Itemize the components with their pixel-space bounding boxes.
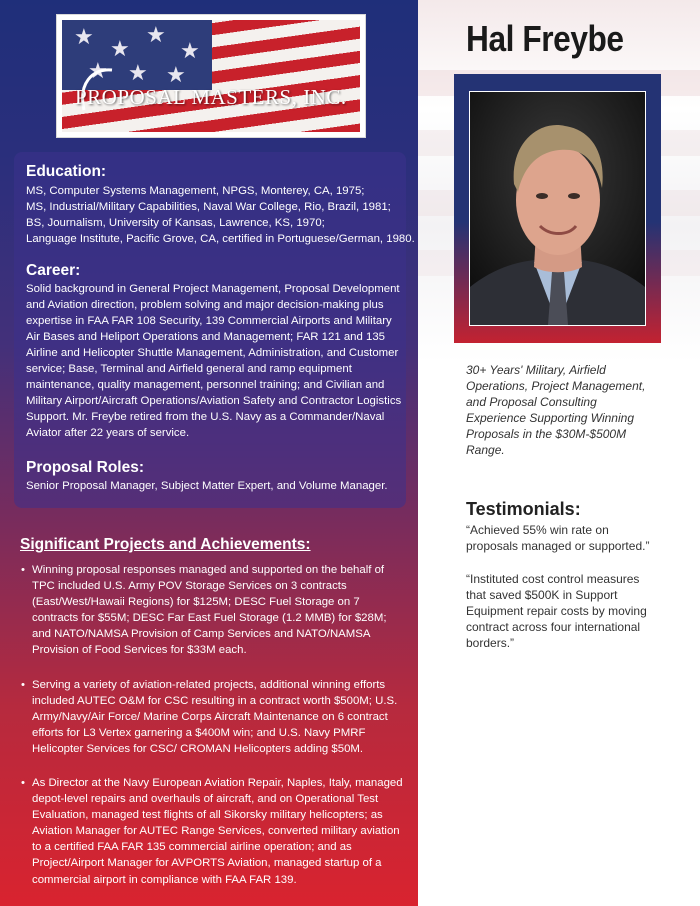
career-heading: Career:: [26, 262, 81, 279]
bullet-dot: •: [21, 564, 25, 576]
roles-text: Senior Proposal Manager, Subject Matter Expert, and Volume Manager.: [26, 480, 388, 492]
career-text: Solid background in General Project Management, Proposal Development and Aviation direction, problem solving and major decision-making plus expertise in FAA FAR 108 Security, 139 Commercial Airports and Military Air Bases and Heliport Operations and Management; FAR 121 and 135 Airline and Helicopter Shuttle Management, Administration, and Customer service; Base, Terminal and Airfield general and ramp equipment maintenance, quality management, personnel training; and Civilian and Military Airport/Aircraft Operations/Aviation Safety and Contractor Logistics Support. Mr. Freybe retired from the U.S. Navy as a Commander/Naval Aviator after 22 years of service.: [26, 283, 402, 439]
education-item: BS, Journalism, University of Kansas, Lawrence, KS, 1970;: [26, 217, 325, 229]
portrait-photo: [470, 92, 645, 325]
portrait-image: [470, 92, 645, 325]
project-bullet: [21, 775, 406, 888]
star-icon: ★: [166, 62, 186, 87]
bullet-dot: •: [21, 777, 25, 789]
project-bullet: [21, 562, 406, 659]
testimonial-item: “Achieved 55% win rate on proposals managed or supported.”: [466, 523, 650, 553]
education-heading: Education:: [26, 163, 107, 180]
roles-heading: Proposal Roles:: [26, 459, 144, 476]
testimonial-item: “Instituted cost control measures that saved $500K in Support Equipment repair costs by moving contract across four international borders.”: [466, 572, 647, 650]
project-bullet-text: As Director at the Navy European Aviation Repair, Naples, Italy, managed depot-level repairs and overhauls of aircraft, and on Operational Test Evaluation, managed test flights of all Sikorsky military helicopters; as Aviation Manager for AUTEC Range Services, converted military aviation to a certified FAA FAR 135 commercial airline operation; and as Project/Airport Manager for AVPORTS Aviation, managed startup of a commercial airport in compliance with FAA FAR 139.: [32, 777, 403, 886]
company-logo: [57, 15, 365, 137]
education-item: Language Institute, Pacific Grove, CA, certified in Portuguese/German, 1980.: [26, 233, 415, 245]
star-icon: ★: [146, 22, 166, 47]
experience-caption: 30+ Years' Military, Airfield Operations, Project Management, and Proposal Consulting Experience Supporting Winning Proposals in the $30M-$500M Range.: [466, 363, 646, 457]
star-icon: ★: [88, 58, 108, 83]
logo-text: PROPOSAL MASTERS, INC.: [75, 85, 347, 109]
star-icon: ★: [180, 38, 200, 63]
project-bullet: [21, 677, 406, 757]
project-bullet-text: Serving a variety of aviation-related projects, additional winning efforts included AUTEC O&M for CSC resulting in a contract worth $500M; U.S. Army/Navy/Air Force/ Marine Corps Aircraft Maintenance on 6 contract efforts for L3 Vertex garnering a $400M win; and U.S. Navy PMRF Helicopter Services for CSC/ CROMAN Helicopters adding $50M.: [32, 679, 398, 756]
education-item: MS, Industrial/Military Capabilities, Naval War College, Rio, Brazil, 1981;: [26, 201, 391, 213]
star-icon: ★: [74, 24, 94, 49]
education-item: MS, Computer Systems Management, NPGS, Monterey, CA, 1975;: [26, 185, 365, 197]
bullet-dot: •: [21, 679, 25, 691]
flag-image: [62, 20, 360, 132]
star-icon: ★: [110, 36, 130, 61]
person-name: Hal Freybe: [466, 18, 624, 59]
star-icon: ★: [128, 60, 148, 85]
project-bullet-text: Winning proposal responses managed and supported on the behalf of TPC included U.S. Army POV Storage Services on 3 contracts (East/West/Hawaii Regions) for $125M; DESC Fuel Storage on 7 contracts for $55M; DESC Far East Fuel Storage (1.2 MMB) for $28M; and NATO/NAMSA Provision of Camp Services and NATO/NAMSA Provision of Food Services for $33M each.: [32, 564, 387, 657]
testimonials-heading: Testimonials:: [466, 499, 581, 519]
projects-heading: Significant Projects and Achievements:: [20, 536, 311, 553]
education-list: [26, 183, 415, 247]
